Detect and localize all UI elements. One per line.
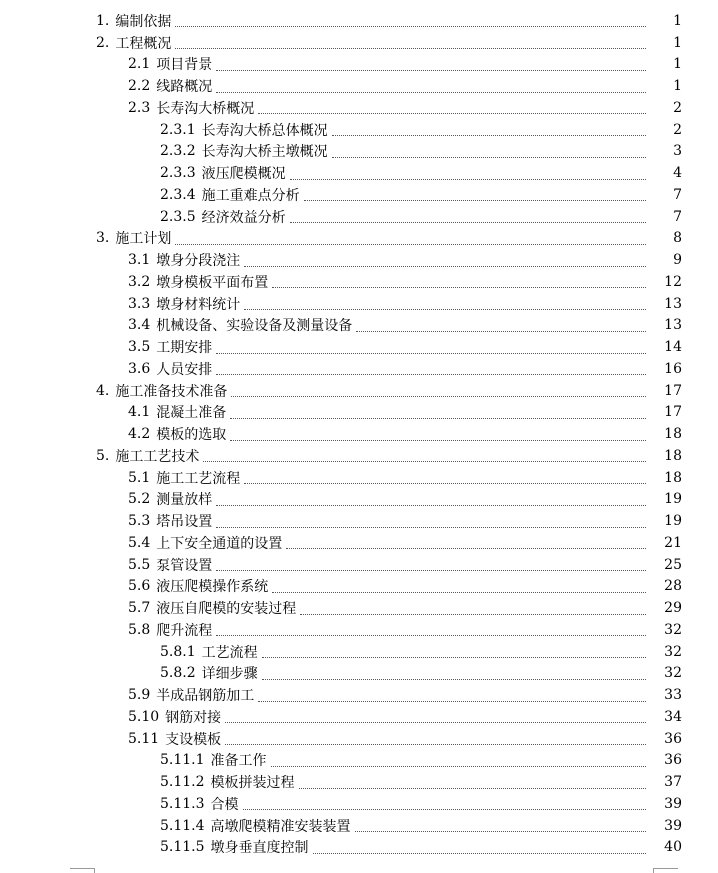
dot-leader <box>304 200 646 201</box>
toc-entry-page: 19 <box>664 491 682 508</box>
toc-entry-page: 18 <box>664 426 682 443</box>
toc-entry[interactable] <box>0 184 718 206</box>
dot-leader <box>225 722 646 723</box>
dot-leader <box>290 179 646 180</box>
toc-entry-number: 2.2 <box>128 78 151 95</box>
toc-entry-number: 4. <box>96 382 110 399</box>
toc-entry[interactable] <box>0 97 718 119</box>
toc-entry-title: 合模 <box>210 796 239 813</box>
toc-entry[interactable] <box>0 162 718 184</box>
toc-entry-page: 32 <box>664 643 682 660</box>
toc-entry-title: 上下安全通道的设置 <box>156 535 283 552</box>
toc-entry-page: 36 <box>664 752 682 769</box>
toc-entry-page: 18 <box>664 469 682 486</box>
toc-entry[interactable] <box>0 423 718 445</box>
toc-entry[interactable] <box>0 597 718 619</box>
toc-entry-title: 工艺流程 <box>201 644 258 661</box>
dot-leader <box>230 440 646 441</box>
dot-leader <box>332 135 646 136</box>
toc-entry-title: 施工工艺技术 <box>115 448 200 465</box>
page-corner-mark-right <box>653 868 678 873</box>
dot-leader <box>216 353 646 354</box>
toc-entry-page: 39 <box>664 795 682 812</box>
toc-entry-number: 5.1 <box>128 469 151 486</box>
toc-entry-title: 机械设备、实验设备及测量设备 <box>156 318 353 335</box>
toc-entry-number: 5.8.2 <box>160 665 196 682</box>
toc-entry-number: 4.1 <box>128 404 151 421</box>
toc-entry-number: 5.3 <box>128 513 151 530</box>
toc-entry-page: 32 <box>664 621 682 638</box>
toc-entry-number: 2. <box>96 34 110 51</box>
toc-entry-number: 2.3.1 <box>160 121 196 138</box>
toc-entry-title: 项目背景 <box>156 57 213 74</box>
dot-leader <box>175 26 646 27</box>
dot-leader <box>216 92 646 93</box>
toc-entry-page: 16 <box>664 360 682 377</box>
toc-entry-number: 2.3.5 <box>160 208 196 225</box>
dot-leader <box>244 309 646 310</box>
dot-leader <box>243 809 646 810</box>
toc-entry[interactable] <box>0 793 718 815</box>
toc-entry-page: 4 <box>673 165 682 182</box>
dot-leader <box>216 635 646 636</box>
toc-entry-title: 墩身模板平面布置 <box>156 274 269 291</box>
table-of-contents <box>0 10 718 858</box>
toc-entry-page: 40 <box>664 839 682 856</box>
dot-leader <box>299 788 646 789</box>
toc-entry[interactable] <box>0 532 718 554</box>
toc-entry-page: 25 <box>664 556 682 573</box>
toc-entry-title: 液压爬模操作系统 <box>156 579 269 596</box>
toc-entry-title: 泵管设置 <box>156 557 213 574</box>
toc-entry-title: 详细步骤 <box>201 666 258 683</box>
toc-entry-title: 墩身分段浇注 <box>156 253 241 270</box>
toc-entry-number: 1. <box>96 12 110 29</box>
toc-entry-title: 编制依据 <box>115 13 172 30</box>
toc-entry[interactable] <box>0 293 718 315</box>
toc-entry-number: 5.8.1 <box>160 643 196 660</box>
toc-entry-page: 14 <box>664 339 682 356</box>
toc-entry-number: 5.4 <box>128 534 151 551</box>
toc-entry-page: 7 <box>673 186 682 203</box>
dot-leader <box>231 396 646 397</box>
toc-entry-number: 5.11.3 <box>160 795 205 812</box>
dot-leader <box>216 505 646 506</box>
toc-entry-title: 模板的选取 <box>156 427 227 444</box>
toc-entry[interactable] <box>0 249 718 271</box>
toc-entry-number: 2.3 <box>128 99 151 116</box>
toc-entry-number: 5.11.2 <box>160 774 205 791</box>
toc-entry-number: 5.7 <box>128 600 151 617</box>
toc-entry[interactable] <box>0 750 718 772</box>
toc-entry-title: 人员安排 <box>156 361 213 378</box>
toc-entry-number: 3.1 <box>128 252 151 269</box>
toc-entry-number: 5.11.5 <box>160 839 205 856</box>
toc-entry-number: 4.2 <box>128 426 151 443</box>
toc-entry-page: 2 <box>673 99 682 116</box>
toc-entry[interactable] <box>0 271 718 293</box>
toc-entry-page: 1 <box>673 34 682 51</box>
dot-leader <box>272 287 646 288</box>
toc-entry-title: 施工准备技术准备 <box>115 383 228 400</box>
toc-entry-title: 支设模板 <box>165 731 222 748</box>
toc-entry-page: 19 <box>664 513 682 530</box>
toc-entry-number: 3.5 <box>128 339 151 356</box>
toc-entry-page: 34 <box>664 708 682 725</box>
dot-leader <box>271 766 646 767</box>
toc-entry-number: 3.4 <box>128 317 151 334</box>
toc-entry[interactable] <box>0 32 718 54</box>
dot-leader <box>258 113 646 114</box>
dot-leader <box>244 483 646 484</box>
toc-entry-title: 工期安排 <box>156 340 213 357</box>
toc-entry-page: 12 <box>664 273 682 290</box>
toc-entry-page: 28 <box>664 578 682 595</box>
toc-entry-page: 21 <box>664 534 682 551</box>
page-corner-mark-left <box>70 868 95 873</box>
toc-entry-title: 塔吊设置 <box>156 514 213 531</box>
dot-leader <box>175 48 646 49</box>
toc-entry-page: 7 <box>673 208 682 225</box>
toc-entry-number: 3.2 <box>128 273 151 290</box>
toc-entry-title: 施工工艺流程 <box>156 470 241 487</box>
toc-entry-title: 测量放样 <box>156 492 213 509</box>
toc-entry-page: 13 <box>664 295 682 312</box>
dot-leader <box>262 679 646 680</box>
toc-entry[interactable] <box>0 10 718 32</box>
toc-entry[interactable] <box>0 336 718 358</box>
toc-entry-number: 5.8 <box>128 621 151 638</box>
toc-entry-number: 5.11.1 <box>160 752 205 769</box>
toc-entry[interactable] <box>0 467 718 489</box>
toc-entry[interactable] <box>0 576 718 598</box>
toc-entry-title: 长寿沟大桥主墩概况 <box>201 144 328 161</box>
toc-entry-title: 模板拼装过程 <box>210 775 295 792</box>
toc-entry-page: 39 <box>664 817 682 834</box>
dot-leader <box>258 701 646 702</box>
toc-entry-page: 9 <box>673 252 682 269</box>
toc-entry-page: 32 <box>664 665 682 682</box>
dot-leader <box>203 461 646 462</box>
toc-entry-page: 3 <box>673 143 682 160</box>
toc-entry[interactable] <box>0 663 718 685</box>
toc-entry-number: 2.3.4 <box>160 186 196 203</box>
toc-entry[interactable] <box>0 837 718 859</box>
dot-leader <box>300 614 646 615</box>
toc-entry-title: 液压自爬模的安装过程 <box>156 601 297 618</box>
toc-entry-page: 8 <box>673 230 682 247</box>
toc-entry[interactable] <box>0 206 718 228</box>
dot-leader <box>262 657 646 658</box>
toc-entry-title: 钢筋对接 <box>165 709 222 726</box>
toc-entry-page: 1 <box>673 56 682 73</box>
toc-entry[interactable] <box>0 706 718 728</box>
toc-entry-number: 3.3 <box>128 295 151 312</box>
toc-entry-page: 17 <box>664 404 682 421</box>
toc-entry-title: 长寿沟大桥概况 <box>156 100 255 117</box>
toc-entry-page: 13 <box>664 317 682 334</box>
toc-entry-number: 2.1 <box>128 56 151 73</box>
toc-entry-page: 1 <box>673 12 682 29</box>
toc-entry[interactable] <box>0 315 718 337</box>
toc-entry-number: 5.11.4 <box>160 817 205 834</box>
toc-entry-number: 5.9 <box>128 687 151 704</box>
toc-entry-title: 准备工作 <box>210 753 267 770</box>
toc-entry-number: 2.3.3 <box>160 165 196 182</box>
toc-entry-number: 2.3.2 <box>160 143 196 160</box>
toc-entry-title: 高墩爬模精准安装装置 <box>210 818 351 835</box>
toc-entry-page: 17 <box>664 382 682 399</box>
dot-leader <box>290 222 646 223</box>
dot-leader <box>286 548 646 549</box>
toc-entry[interactable] <box>0 119 718 141</box>
toc-entry-number: 5.11 <box>128 730 160 747</box>
dot-leader <box>272 592 646 593</box>
toc-entry-page: 33 <box>664 687 682 704</box>
toc-entry[interactable] <box>0 510 718 532</box>
toc-entry[interactable] <box>0 54 718 76</box>
toc-entry[interactable] <box>0 771 718 793</box>
dot-leader <box>216 374 646 375</box>
toc-entry-page: 18 <box>664 447 682 464</box>
toc-entry-title: 液压爬模概况 <box>201 166 286 183</box>
toc-entry[interactable] <box>0 641 718 663</box>
dot-leader <box>216 570 646 571</box>
dot-leader <box>216 70 646 71</box>
toc-entry-number: 3.6 <box>128 360 151 377</box>
toc-entry[interactable] <box>0 141 718 163</box>
toc-entry-number: 5.10 <box>128 708 160 725</box>
toc-entry-title: 长寿沟大桥总体概况 <box>201 122 328 139</box>
toc-entry-page: 36 <box>664 730 682 747</box>
toc-entry-page: 37 <box>664 774 682 791</box>
toc-entry-title: 经济效益分析 <box>201 209 286 226</box>
toc-entry-page: 2 <box>673 121 682 138</box>
toc-entry[interactable] <box>0 380 718 402</box>
toc-entry[interactable] <box>0 358 718 380</box>
dot-leader <box>216 527 646 528</box>
toc-entry[interactable] <box>0 228 718 250</box>
toc-entry-title: 墩身材料统计 <box>156 296 241 313</box>
toc-entry[interactable] <box>0 402 718 424</box>
toc-entry-title: 混凝土准备 <box>156 405 227 422</box>
toc-entry-number: 5. <box>96 447 110 464</box>
toc-entry[interactable] <box>0 619 718 641</box>
dot-leader <box>225 744 646 745</box>
toc-entry-title: 施工计划 <box>115 231 172 248</box>
toc-entry-title: 墩身垂直度控制 <box>210 840 309 857</box>
toc-entry-page: 1 <box>673 78 682 95</box>
toc-entry[interactable] <box>0 728 718 750</box>
dot-leader <box>332 157 646 158</box>
toc-entry-title: 爬升流程 <box>156 622 213 639</box>
toc-entry[interactable] <box>0 684 718 706</box>
toc-entry-title: 工程概况 <box>115 35 172 52</box>
toc-entry-number: 5.6 <box>128 578 151 595</box>
toc-entry[interactable] <box>0 815 718 837</box>
toc-entry-title: 线路概况 <box>156 79 213 96</box>
toc-entry-title: 施工重难点分析 <box>201 187 300 204</box>
dot-leader <box>230 418 646 419</box>
toc-entry-title: 半成品钢筋加工 <box>156 688 255 705</box>
toc-entry-number: 5.2 <box>128 491 151 508</box>
toc-entry[interactable] <box>0 489 718 511</box>
dot-leader <box>355 831 646 832</box>
toc-entry[interactable] <box>0 75 718 97</box>
dot-leader <box>244 266 646 267</box>
toc-entry-number: 3. <box>96 230 110 247</box>
dot-leader <box>175 244 646 245</box>
toc-entry-page: 29 <box>664 600 682 617</box>
dot-leader <box>313 853 646 854</box>
dot-leader <box>356 331 646 332</box>
toc-entry[interactable] <box>0 554 718 576</box>
toc-entry-number: 5.5 <box>128 556 151 573</box>
toc-entry[interactable] <box>0 445 718 467</box>
